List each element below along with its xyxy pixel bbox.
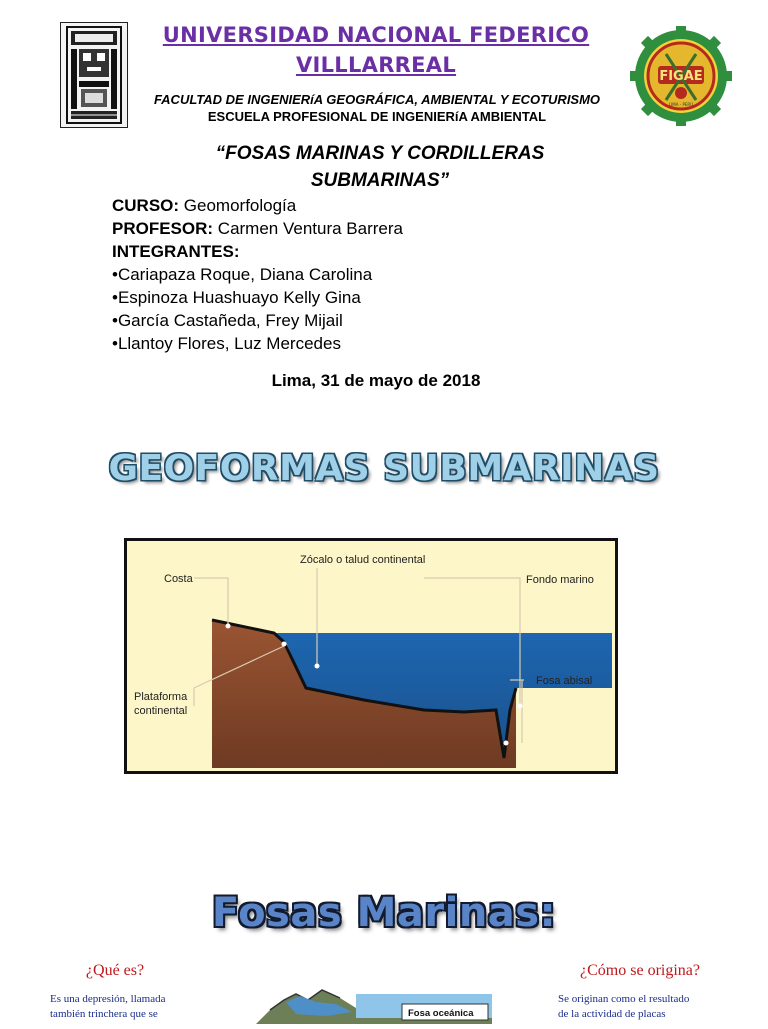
school-name: ESCUELA PROFESIONAL DE INGENIERíA AMBIENTAL <box>207 109 547 124</box>
document-date: Lima, 31 de mayo de 2018 <box>271 371 481 390</box>
fosas-title: Fosas Marinas: <box>211 890 557 936</box>
professor-label: PROFESOR: <box>112 219 214 238</box>
label-costa: Costa <box>164 573 193 585</box>
member-item: •García Castañeda, Frey Mijail <box>112 311 343 330</box>
logo-text: FIGAE <box>659 69 703 84</box>
origin-text: Se originan como el resultado de la actividad de placas <box>558 993 690 1020</box>
label-zocalo: Zócalo o talud continental <box>300 554 426 566</box>
document-info <box>112 194 552 355</box>
member-item: •Llantoy Flores, Luz Mercedes <box>112 334 341 353</box>
professor-row <box>112 217 552 240</box>
logo-subtext: LIMA - PERÚ <box>668 102 694 107</box>
course-row <box>112 194 552 217</box>
professor-value: Carmen Ventura Barrera <box>213 219 403 238</box>
member-item: •Cariapaza Roque, Diana Carolina <box>112 265 373 284</box>
trench-label: Fosa oceánica <box>408 1008 474 1019</box>
document-title: “FOSAS MARINAS Y CORDILLERAS SUBMARINAS” <box>215 143 545 191</box>
faculty-logo <box>630 26 732 126</box>
label-fosa: Fosa abisal <box>536 675 593 687</box>
definition-text: Es una depresión, llamada también trinchera que se <box>50 993 166 1020</box>
members-label: INTEGRANTES: <box>112 242 240 261</box>
seafloor-diagram <box>124 538 618 774</box>
question-origin: ¿Cómo se origina? <box>580 962 700 979</box>
course-value: Geomorfología <box>179 196 297 215</box>
label-fondo: Fondo marino <box>526 574 594 586</box>
course-label: CURSO: <box>112 196 180 215</box>
label-plataforma: Plataforma <box>134 691 188 703</box>
section-title: GEOFORMAS SUBMARINAS <box>108 448 660 489</box>
trench-figure <box>256 980 492 1024</box>
label-continental: continental <box>134 705 188 717</box>
faculty-name: FACULTAD DE INGENIERíA GEOGRÁFICA, AMBIENTAL Y ECOTURISMO <box>153 92 601 107</box>
member-item: •Espinoza Huashuayo Kelly Gina <box>112 288 361 307</box>
university-name: UNIVERSIDAD NACIONAL FEDERICO VILLLARREAL <box>162 23 590 77</box>
question-what: ¿Qué es? <box>85 962 145 979</box>
